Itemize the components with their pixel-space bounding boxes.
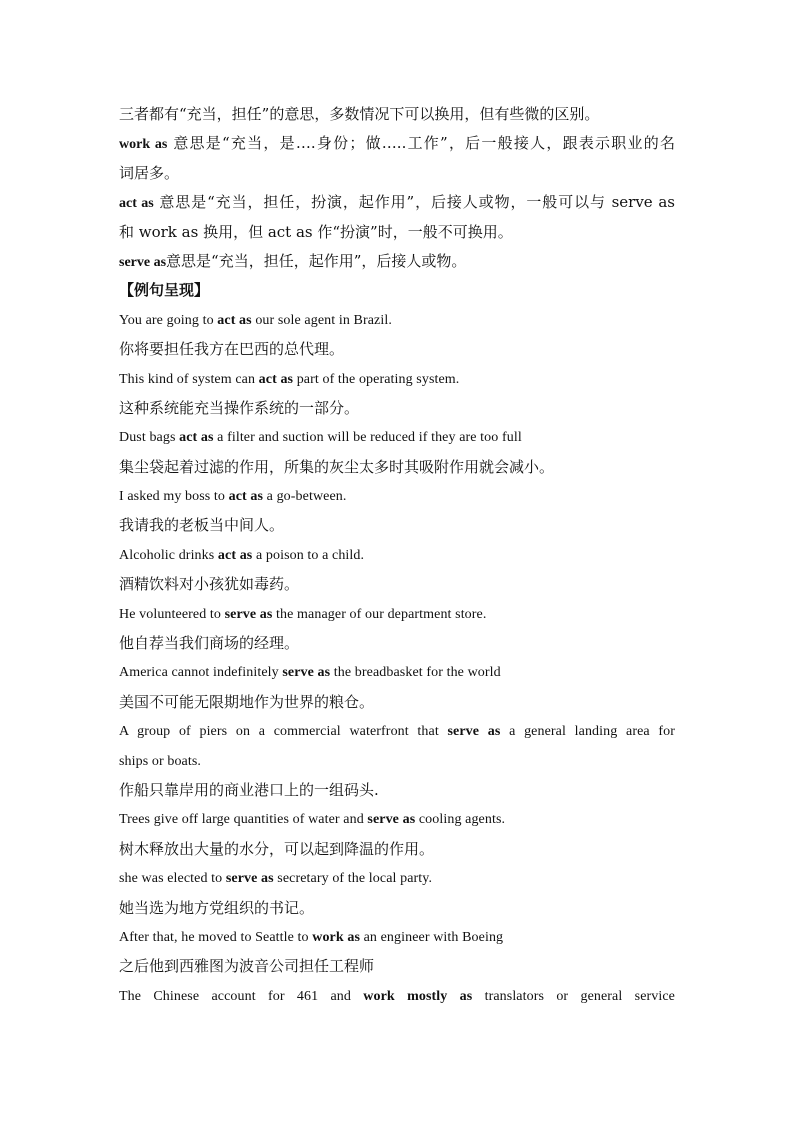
- sentence-keyword: act as: [258, 371, 294, 387]
- example-translation-cn: 这种系统能充当操作系统的一部分。: [119, 398, 360, 417]
- sentence-keyword: act as: [179, 430, 214, 446]
- example-translation-cn: 他自荐当我们商场的经理。: [119, 634, 300, 653]
- example-translation-cn: 集尘袋起着过滤的作用，所集的灰尘太多时其吸附作用就会减小。: [119, 457, 555, 476]
- example-translation-cn: 作船只靠岸用的商业港口上的一组码头.: [119, 780, 379, 799]
- sentence-keyword: serve as: [282, 665, 331, 681]
- sentence-keyword: act as: [217, 312, 252, 328]
- example-sentence-en: [119, 600, 675, 629]
- sentence-post: a poison to a child.: [252, 547, 365, 563]
- example-translation-cn: 之后他到西雅图为波音公司担任工程师: [119, 957, 375, 976]
- sentence-pre: This kind of system can: [119, 371, 259, 387]
- work-as-definition: [119, 129, 675, 158]
- sentence-post: our sole agent in Brazil.: [251, 312, 392, 328]
- sentence-pre: The Chinese account for 461 and: [119, 988, 364, 1004]
- example-sentence-en: [119, 365, 675, 394]
- sentence-post: cooling agents.: [415, 812, 506, 828]
- intro-paragraph: [119, 100, 675, 129]
- sentence-post: translators or general service: [472, 988, 675, 1004]
- sentence-post: the breadbasket for the world: [330, 665, 501, 681]
- sentence-keyword: act as: [217, 547, 253, 563]
- serve-as-desc: 意思是“充当，担任，起作用”，后接人或物。: [166, 251, 467, 270]
- work-as-definition-cont: [119, 159, 675, 188]
- sentence-keyword: serve as: [447, 724, 501, 740]
- act-as-desc-2: 和 work as 换用，但 act as 作“扮演”时，一般不可换用。: [119, 222, 513, 241]
- sentence-pre: You are going to: [119, 312, 218, 328]
- examples-list: [119, 306, 675, 982]
- sentence-pre: Trees give off large quantities of water and: [119, 812, 368, 828]
- example-translation-cn: 我请我的老板当中间人。: [119, 516, 285, 535]
- sentence-pre: she was elected to: [119, 871, 226, 887]
- sentence-keyword: work mostly as: [363, 988, 473, 1004]
- sentence-pre: After that, he moved to Seattle to: [119, 929, 313, 945]
- sentence-pre: I asked my boss to: [119, 489, 229, 505]
- example-sentence-en: [119, 658, 675, 687]
- term-act-as: act as: [119, 196, 154, 212]
- sentence-keyword: work as: [312, 929, 360, 945]
- example-sentence-en: [119, 306, 675, 335]
- work-as-desc-1: 意思是“充当，是….身份；做…..工作”，后一般接人，跟表示职业的名: [173, 134, 675, 153]
- sentence-post: a filter and suction will be reduced if they are too full: [213, 430, 522, 446]
- example-sentence-en: [119, 864, 675, 893]
- example-sentence-en: [119, 805, 675, 834]
- example-sentence-en: [119, 923, 675, 952]
- term-serve-as: serve as: [119, 254, 167, 270]
- example-translation-cn: 你将要担任我方在巴西的总代理。: [119, 340, 345, 359]
- example-sentence-en-cont: ships or boats.: [119, 753, 201, 769]
- sentence-post: an engineer with Boeing: [360, 929, 504, 945]
- example-sentence-en-last: [119, 982, 675, 1011]
- example-sentence-en: [119, 482, 675, 511]
- document-body: [119, 100, 675, 1011]
- example-translation-cn: 她当选为地方党组织的书记。: [119, 898, 315, 917]
- example-sentence-en: [119, 717, 675, 746]
- sentence-post: part of the operating system.: [293, 371, 460, 387]
- sentence-keyword: serve as: [225, 871, 274, 887]
- sentence-keyword: act as: [228, 489, 264, 505]
- example-translation-cn: 树木释放出大量的水分，可以起到降温的作用。: [119, 839, 435, 858]
- sentence-keyword: serve as: [367, 812, 416, 828]
- sentence-keyword: serve as: [224, 606, 273, 622]
- act-as-definition: [119, 188, 675, 217]
- examples-heading: 【例句呈现】: [119, 281, 210, 300]
- example-sentence-en: [119, 541, 675, 570]
- act-as-definition-cont: [119, 218, 675, 247]
- sentence-pre: Dust bags: [119, 430, 180, 446]
- sentence-pre: A group of piers on a commercial waterfront that: [119, 724, 448, 740]
- serve-as-definition: [119, 247, 675, 276]
- sentence-pre: He volunteered to: [119, 606, 225, 622]
- sentence-post: the manager of our department store.: [272, 606, 487, 622]
- sentence-pre: America cannot indefinitely: [119, 665, 283, 681]
- act-as-desc-1: 意思是“充当，担任，扮演，起作用”，后接人或物，一般可以与 serve as: [159, 193, 675, 212]
- sentence-pre: Alcoholic drinks: [119, 547, 218, 563]
- example-sentence-en: [119, 423, 675, 452]
- term-work-as: work as: [119, 137, 168, 153]
- work-as-desc-2: 词居多。: [119, 163, 180, 182]
- example-translation-cn: 美国不可能无限期地作为世界的粮仓。: [119, 692, 375, 711]
- sentence-post: a general landing area for: [500, 724, 675, 740]
- sentence-post: secretary of the local party.: [273, 871, 433, 887]
- intro-text: 三者都有“充当，担任”的意思，多数情况下可以换用，但有些微的区别。: [119, 105, 600, 123]
- sentence-post: a go-between.: [263, 489, 347, 505]
- example-translation-cn: 酒精饮料对小孩犹如毒药。: [119, 575, 300, 594]
